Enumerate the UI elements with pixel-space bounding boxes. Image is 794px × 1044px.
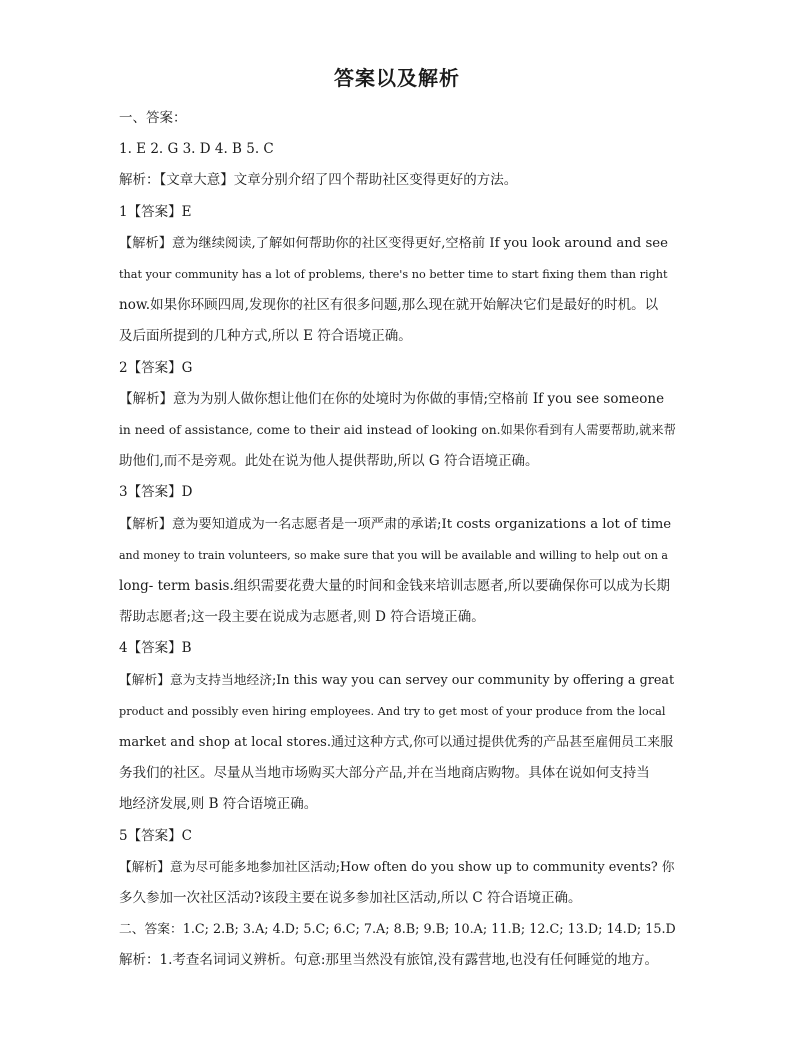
answer-1-explanation-line: 【解析】意为继续阅读,了解如何帮助你的社区变得更好,空格前 If you look around and see	[119, 235, 668, 251]
answer-1-heading: 1【答案】E	[119, 203, 192, 220]
answer-2-explanation-line: in need of assistance, come to their aid instead of looking on.如果你看到有人需要帮助,就来帮	[119, 423, 676, 438]
answer-3-explanation-line: and money to train volunteers, so make sure that you will be available and willing to help out on a	[119, 548, 668, 562]
answer-3-explanation-line: long- term basis.组织需要花费大量的时间和金钱来培训志愿者,所以要确保你可以成为长期	[119, 578, 671, 595]
answer-3-explanation-line: 【解析】意为要知道成为一名志愿者是一项严肃的承诺;It costs organizations a lot of time	[119, 516, 672, 532]
answer-1-explanation-line: 及后面所提到的几种方式,所以 E 符合语境正确。	[119, 328, 412, 345]
answer-4-explanation-line: 地经济发展,则 B 符合语境正确。	[119, 796, 318, 813]
answer-3-explanation-line: 帮助志愿者;这一段主要在说成为志愿者,则 D 符合语境正确。	[119, 609, 485, 626]
answer-2-explanation-line: 助他们,而不是旁观。此处在说为他人提供帮助,所以 G 符合语境正确。	[119, 453, 539, 470]
answer-4-explanation-line: 【解析】意为支持当地经济;In this way you can servey our community by offering a great	[119, 672, 675, 688]
answer-5-explanation-line: 【解析】意为尽可能多地参加社区活动;How often do you show up to community events? 你	[119, 859, 675, 875]
answer-2-heading: 2【答案】G	[119, 359, 193, 376]
section-one-heading: 一、答案：	[119, 110, 187, 126]
answer-2-explanation-line: 【解析】意为为别人做你想让他们在你的处境时为你做的事情;空格前 If you see someone	[119, 390, 665, 407]
answer-4-explanation-line: product and possibly even hiring employees. And try to get most of your produce from the local	[119, 704, 666, 718]
answer-1-explanation-line: now.如果你环顾四周,发现你的社区有很多问题,那么现在就开始解决它们是最好的时机。以	[119, 297, 659, 314]
answer-4-explanation-line: 务我们的社区。尽量从当地市场购买大部分产品,并在当地商店购物。具体在说如何支持当	[119, 765, 650, 782]
answer-3-heading: 3【答案】D	[119, 484, 193, 501]
section-two-answers: 二、答案：1.C; 2.B; 3.A; 4.D; 5.C; 6.C; 7.A; 8.B; 9.B; 10.A; 11.B; 12.C; 13.D; 14.D; 15.D	[119, 922, 676, 938]
document-body	[119, 103, 677, 977]
answer-4-explanation-line: market and shop at local stores.通过这种方式,你可以通过提供优秀的产品甚至雇佣员工来服	[119, 735, 674, 751]
answer-4-heading: 4【答案】B	[119, 640, 192, 657]
page-title: 答案以及解析	[334, 66, 460, 90]
answer-5-explanation-line: 多久参加一次社区活动?该段主要在说多参加社区活动,所以 C 符合语境正确。	[119, 890, 582, 907]
section-two-explanation-line: 解析：1.考查名词词义辨析。句意:那里当然没有旅馆,没有露营地,也没有任何睡觉的地方。	[119, 952, 659, 969]
answer-5-heading: 5【答案】C	[119, 827, 192, 844]
answer-1-explanation-line: that your community has a lot of problems, there's no better time to start fixing them than right	[119, 268, 668, 282]
section-one-answers: 1. E 2. G 3. D 4. B 5. C	[119, 141, 274, 158]
article-summary: 解析：【文章大意】文章分别介绍了四个帮助社区变得更好的方法。	[119, 172, 518, 189]
